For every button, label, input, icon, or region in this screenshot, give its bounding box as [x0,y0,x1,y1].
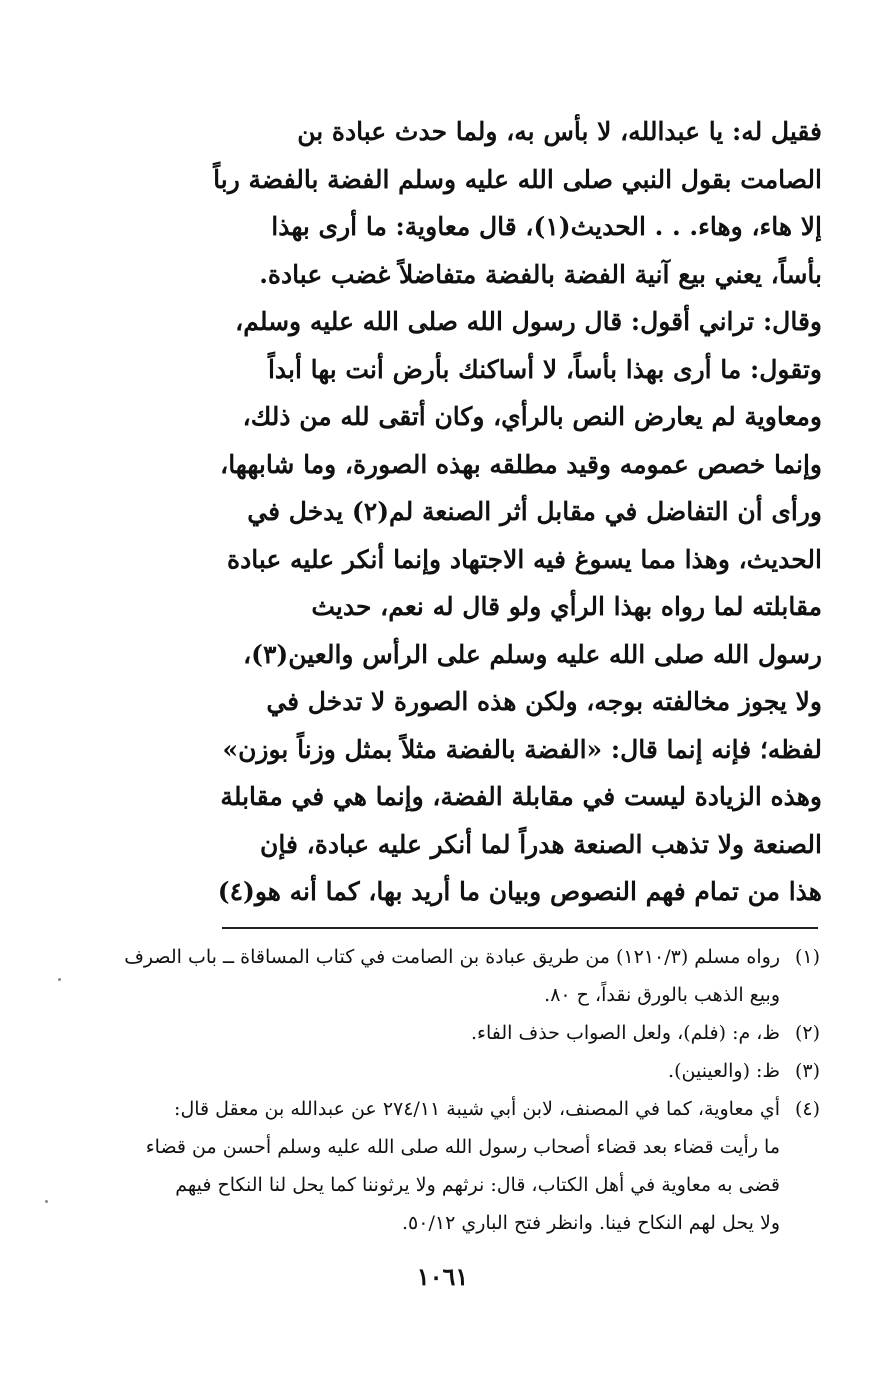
footnote-line: ما رأيت قضاء بعد قضاء أصحاب رسول الله صلى الله عليه وسلم أحسن من قضاء [145,1136,780,1158]
text-line: الصامت بقول النبي صلى الله عليه وسلم الفضة بالفضة رباً [213,164,822,194]
footnote-line: أي معاوية، كما في المصنف، لابن أبي شيبة ٢٧٤/١١ عن عبدالله بن معقل قال: [174,1098,780,1120]
text-line: وهذه الزيادة ليست في مقابلة الفضة، وإنما هي في مقابلة [220,782,822,811]
footnote-line: ظ، م: (فلم)، ولعل الصواب حذف الفاء. [471,1022,780,1044]
footnote-number: (٢) [794,1022,820,1044]
text-line: ورأى أن التفاضل في مقابل أثر الصنعة لم(٢) يدخل في [247,497,822,526]
footnote-line: قضى به معاوية في أهل الكتاب، قال: نرثهم ولا يرثوننا كما يحل لنا النكاح فيهم [175,1174,780,1196]
footnote-3 [62,1052,820,1090]
footnote-line: ظ: (والعينين). [668,1060,780,1082]
text-line: ومعاوية لم يعارض النص بالرأي، وكان أتقى لله من ذلك، [242,402,822,431]
text-line: وإنما خصص عمومه وقيد مطلقه بهذه الصورة، وما شابهها، [220,449,822,479]
page-number: ١٠٦١ [416,1262,469,1291]
text-line: رسول الله صلى الله عليه وسلم على الرأس والعين(٣)، [243,639,822,669]
footnote-2 [62,1014,820,1052]
footnote-line: ولا يحل لهم النكاح فينا. وانظر فتح الباري ٥٠/١٢. [402,1212,780,1234]
footnote-body [62,1052,780,1090]
footnote-line: رواه مسلم (١٢١٠/٣) من طريق عبادة بن الصامت في كتاب المساقاة ــ باب الصرف [124,946,780,968]
footnote-line: وبيع الذهب بالورق نقداً، ح ٨٠. [544,984,780,1006]
footnotes-block [62,938,820,1242]
footnote-number: (١) [794,946,820,968]
text-line: ولا يجوز مخالفته بوجه، ولكن هذه الصورة لا تدخل في [266,687,822,716]
text-line: بأساً، يعني بيع آنية الفضة بالفضة متفاضلاً غضب عبادة. [259,259,822,289]
footnote-body [62,1090,780,1242]
text-line: وتقول: ما أرى بهذا بأساً، لا أساكنك بأرض أنت بها أبداً [267,354,822,384]
footnote-body [62,938,780,1014]
footnote-number: (٤) [794,1098,820,1120]
text-line: فقيل له: يا عبدالله، لا بأس به، ولما حدث عبادة بن [297,117,822,146]
text-line: الحديث، وهذا مما يسوغ فيه الاجتهاد وإنما أنكر عليه عبادة [227,544,822,574]
text-line: إلا هاء، وهاء. . . الحديث(١)، قال معاوية: ما أرى بهذا [271,212,822,241]
footnote-1 [62,938,820,1014]
text-line: الصنعة ولا تذهب الصنعة هدراً لما أنكر عليه عبادة، فإن [260,829,822,859]
text-line: هذا من تمام فهم النصوص وبيان ما أريد بها، كما أنه هو(٤) [217,877,822,906]
scan-speck [58,978,61,981]
text-line: وقال: تراني أقول: قال رسول الله صلى الله عليه وسلم، [235,307,822,336]
text-line: لفظه؛ فإنه إنما قال: «الفضة بالفضة مثلاً بمثل وزناً بوزن» [222,734,822,764]
scan-speck [45,1200,48,1203]
footnote-body [62,1014,780,1052]
footnote-separator [222,927,818,929]
text-line: مقابلته لما رواه بهذا الرأي ولو قال له نعم، حديث [311,592,822,621]
main-text-block [213,108,822,916]
footnote-number: (٣) [794,1060,820,1082]
footnote-4 [62,1090,820,1242]
